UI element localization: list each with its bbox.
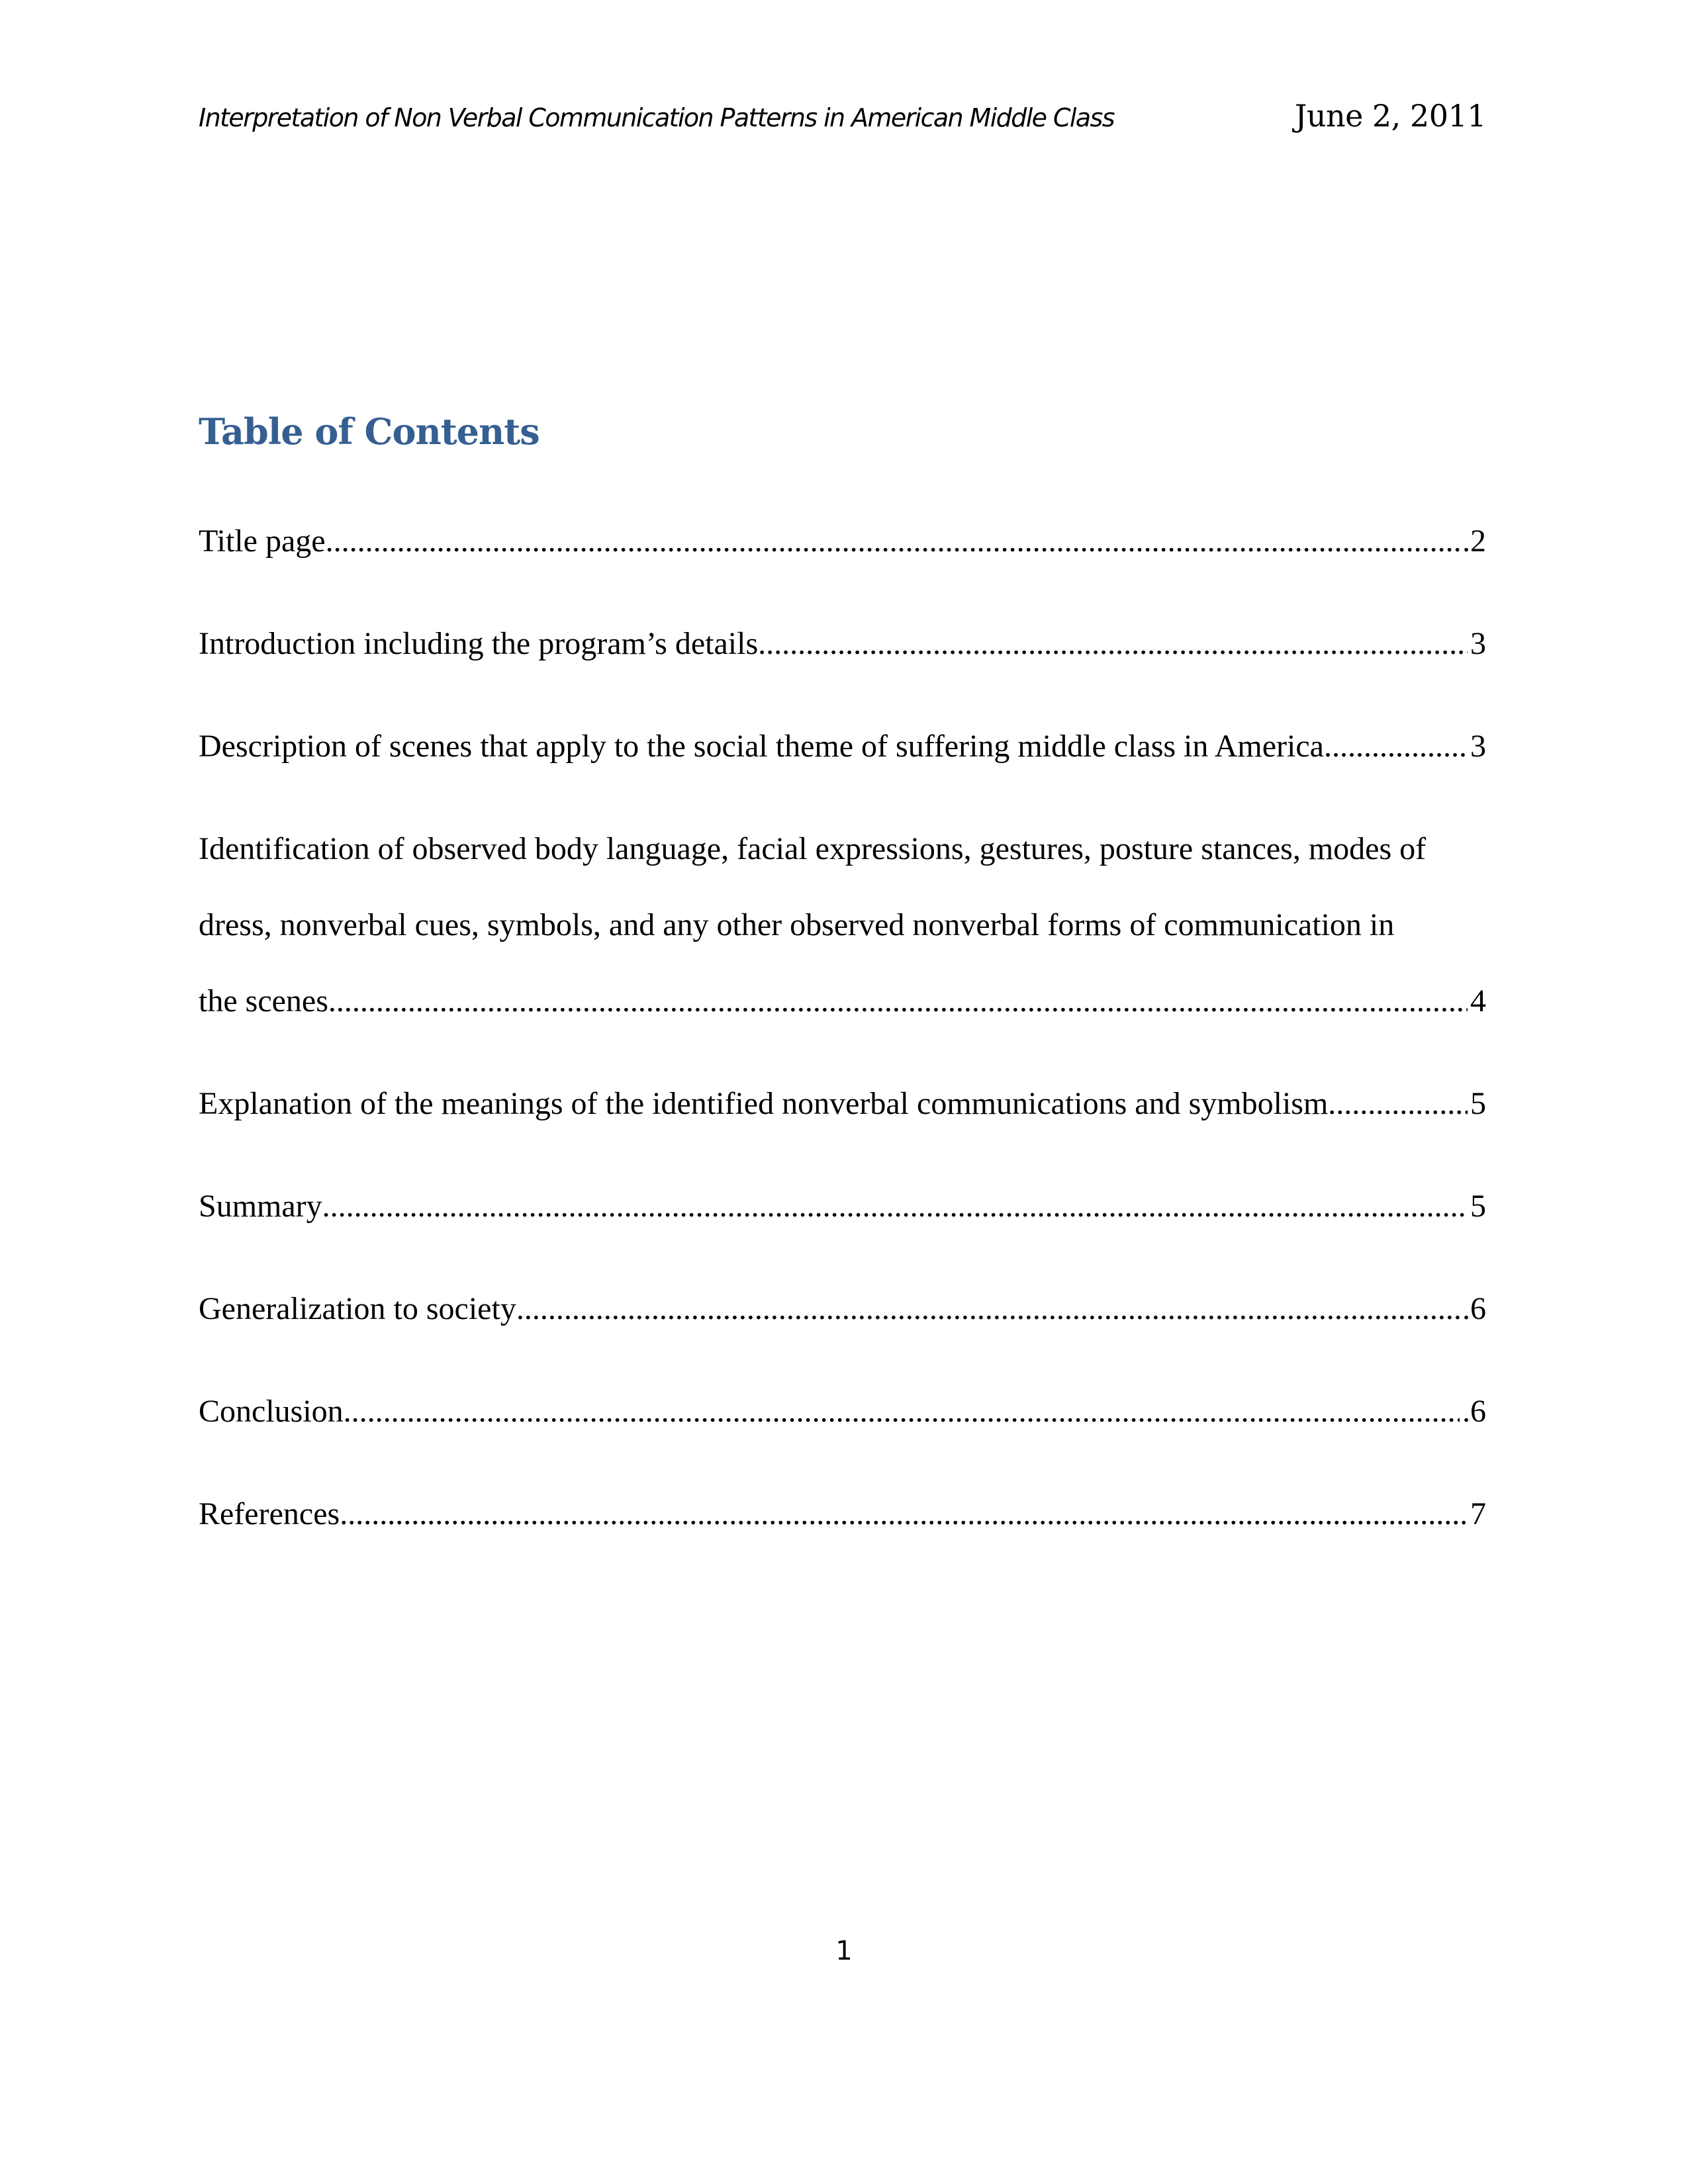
toc-entry-page: 3: [1470, 626, 1486, 661]
toc-entry-label: Summary: [199, 1189, 322, 1224]
toc-entry-label: Conclusion: [199, 1394, 344, 1429]
toc-leader-dots: [344, 1373, 1460, 1449]
page-number: 1: [835, 1936, 853, 1966]
page-header: [199, 98, 1486, 144]
toc-entry-page: .6: [1462, 1394, 1486, 1429]
toc-entry-label: Introduction including the program’s details: [199, 626, 759, 661]
toc-entry-page: 5: [1470, 1086, 1486, 1121]
toc-entry-page: 5: [1470, 1189, 1486, 1224]
toc-entry-label-line-3: the scenes: [199, 983, 328, 1019]
toc-leader-dots: [1324, 708, 1468, 784]
toc-entry-label: Explanation of the meanings of the identified nonverbal communications and symbolism: [199, 1086, 1329, 1121]
toc-leader-dots: [322, 1168, 1468, 1244]
toc-entry-explanation[interactable]: [199, 1066, 1486, 1142]
toc-entry-page: .6: [1462, 1291, 1486, 1326]
toc-entry-label: References: [199, 1496, 340, 1531]
toc-leader-dots: [328, 963, 1468, 1039]
toc-entry-label: Title page: [199, 523, 326, 559]
toc-entry-label: Generalization to society: [199, 1291, 516, 1326]
toc-entry-page: .2: [1462, 523, 1486, 559]
toc-leader-dots: [516, 1271, 1460, 1347]
toc-entry-identification[interactable]: [199, 811, 1486, 1039]
toc-entry-page: 3: [1470, 729, 1486, 764]
toc-leader-dots: [340, 1476, 1468, 1552]
toc-entry-summary[interactable]: [199, 1168, 1486, 1244]
toc-entry-conclusion[interactable]: [199, 1373, 1486, 1449]
toc-heading: Table of Contents: [199, 410, 539, 453]
toc-entry-page: 4: [1470, 983, 1486, 1019]
toc-entry-label: Description of scenes that apply to the social theme of suffering middle class in America: [199, 729, 1324, 764]
toc-entry-description-of-scenes[interactable]: [199, 708, 1486, 784]
toc-entry-title-page[interactable]: [199, 503, 1486, 579]
toc-leader-dots: [326, 503, 1460, 579]
toc-entry-page: 7: [1470, 1496, 1486, 1531]
header-date: June 2, 2011: [1294, 98, 1486, 134]
toc-leader-dots: [1328, 1066, 1468, 1142]
header-title: Interpretation of Non Verbal Communication Patterns in American Middle Class: [199, 103, 1114, 132]
toc-entry-references[interactable]: [199, 1476, 1486, 1552]
toc-entry-label-line-2: dress, nonverbal cues, symbols, and any other observed nonverbal forms of communication in: [199, 907, 1395, 942]
toc-entry-generalization[interactable]: [199, 1271, 1486, 1347]
toc-entry-label-line-1: Identification of observed body language, facial expressions, gestures, posture stances, modes of: [199, 831, 1427, 866]
toc-leader-dots: [758, 606, 1468, 682]
toc-entry-introduction[interactable]: [199, 606, 1486, 682]
